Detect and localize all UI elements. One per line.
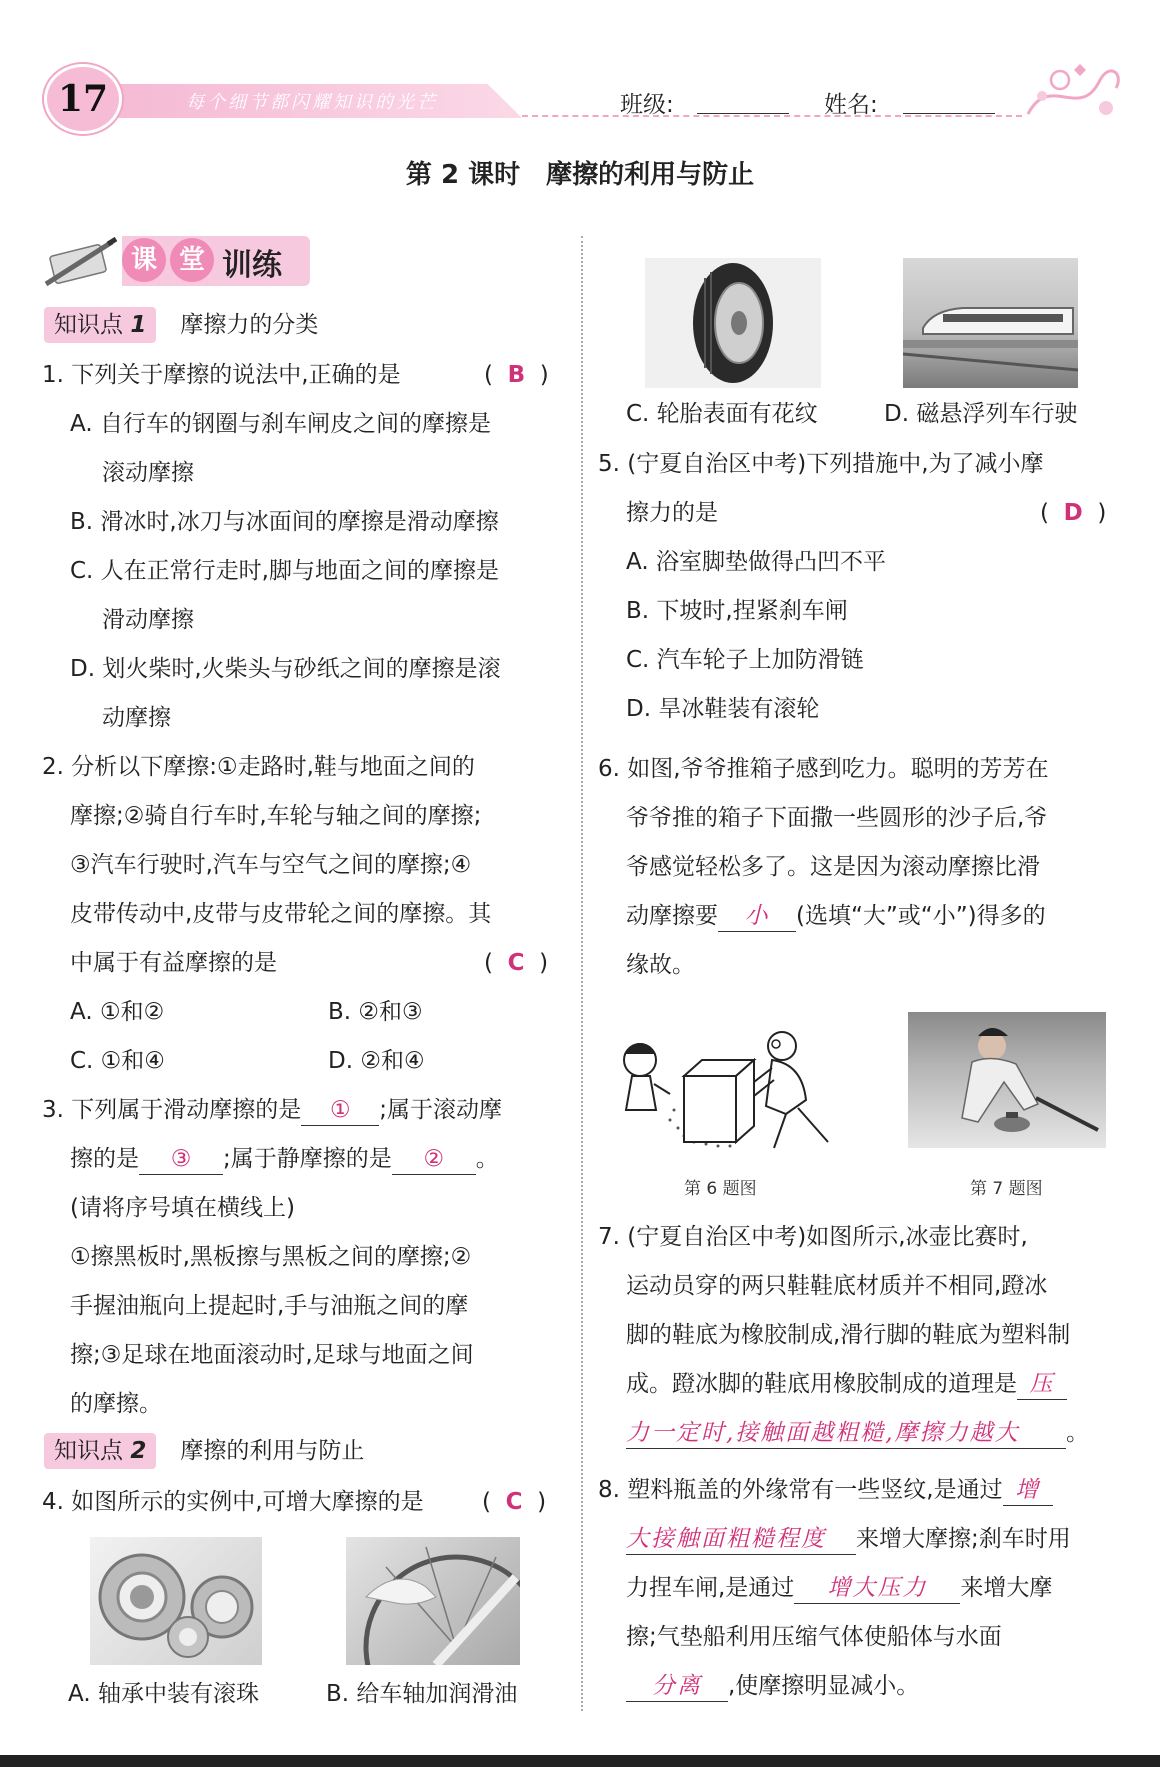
- header-dashed-line: [522, 115, 1022, 117]
- q6-line-2: 爷爷推的箱子下面撒一些圆形的沙子后,爷: [626, 805, 1048, 831]
- q2-option-a: A. ①和②: [70, 999, 165, 1025]
- page-number-badge: 17: [44, 64, 122, 134]
- kp2-title: 摩擦的利用与防止: [180, 1438, 365, 1464]
- q2-option-d: D. ②和④: [328, 1048, 425, 1074]
- q3-answer-3: ②: [423, 1146, 445, 1172]
- knowledge-point-1: [44, 306, 318, 343]
- q8-answer-1-part-1: 增: [1015, 1477, 1041, 1503]
- q1-option-a-cont: 滚动摩擦: [102, 460, 194, 486]
- q2-option-c: C. ①和④: [70, 1048, 165, 1074]
- q1-option-c-cont: 滑动摩擦: [102, 607, 194, 633]
- q2-line-1: 2. 分析以下摩擦:①走路时,鞋与地面之间的: [42, 754, 475, 780]
- question-7: [598, 1213, 1118, 1458]
- q2-option-b: B. ②和③: [328, 999, 423, 1025]
- q7-answer-part-2: 力一定时,接触面越粗糙,摩擦力越大: [626, 1420, 1020, 1446]
- q5-line-1: 5. (宁夏自治区中考)下列措施中,为了减小摩: [598, 451, 1044, 477]
- maglev-train-photo: [903, 258, 1078, 388]
- knowledge-point-2: [44, 1432, 364, 1469]
- q6-line-3: 爷感觉轻松多了。这是因为滚动摩擦比滑: [626, 854, 1040, 880]
- bicycle-wheel-icon: [346, 1537, 520, 1665]
- banner-tang: 堂: [170, 238, 214, 282]
- kp2-number: 2: [130, 1438, 147, 1464]
- q4-option-d: D. 磁悬浮列车行驶: [884, 401, 1078, 427]
- q1-stem: 1. 下列关于摩擦的说法中,正确的是: [42, 362, 401, 388]
- q3-part-4: ;属于静摩擦的是: [223, 1146, 392, 1172]
- q8-line-1: 8. 塑料瓶盖的外缘常有一些竖纹,是通过: [598, 1477, 1003, 1503]
- name-field[interactable]: [903, 113, 995, 114]
- lubricate-axle-photo: [346, 1537, 520, 1665]
- class-label: 班级:: [620, 92, 674, 118]
- q1-answer: B: [507, 362, 526, 388]
- q3-part-3: 擦的是: [70, 1146, 139, 1172]
- notebook-pencil-icon: [42, 232, 122, 288]
- q7-line-1: 7. (宁夏自治区中考)如图所示,冰壶比赛时,: [598, 1224, 1028, 1250]
- q2-answer-box: ( C ): [484, 950, 549, 976]
- question-5: [598, 440, 1118, 734]
- q7-line-2: 运动员穿的两只鞋鞋底材质并不相同,蹬冰: [626, 1273, 1048, 1299]
- q8-line-4: 擦;气垫船利用压缩气体使船体与水面: [626, 1624, 1002, 1650]
- banner-rest: 训练: [222, 248, 282, 283]
- q7-end: 。: [1066, 1420, 1089, 1446]
- q1-option-d-cont: 动摩擦: [102, 705, 171, 731]
- q5-answer-box: ( D ): [1040, 500, 1107, 526]
- q3-line-7: 的摩擦。: [70, 1391, 162, 1417]
- q2-line-5: 中属于有益摩擦的是: [70, 950, 277, 976]
- q5-answer: D: [1063, 500, 1083, 526]
- q5-option-d: D. 旱冰鞋装有滚轮: [626, 696, 820, 722]
- maglev-train-icon: [903, 258, 1078, 388]
- q5-option-b: B. 下坡时,捏紧刹车闸: [626, 598, 848, 624]
- q4-answer: C: [505, 1489, 523, 1515]
- q5-option-a: A. 浴室脚垫做得凸凹不平: [626, 549, 886, 575]
- q2-line-3: ③汽车行驶时,汽车与空气之间的摩擦;④: [70, 852, 472, 878]
- q3-line-6: 擦;③足球在地面滚动时,足球与地面之间: [70, 1342, 474, 1368]
- grandpa-pushing-box-icon: [614, 1024, 840, 1154]
- q8-answer-3: 分离: [652, 1673, 702, 1699]
- q4-option-a: A. 轴承中装有滚珠: [68, 1681, 259, 1707]
- q3-part-5: 。: [475, 1146, 499, 1172]
- q6-line-4a: 动摩擦要: [626, 903, 718, 929]
- q6-answer: 小: [744, 903, 770, 929]
- q8-answer-1-part-2: 大接触面粗糙程度: [626, 1526, 826, 1552]
- q4-option-c: C. 轮胎表面有花纹: [626, 401, 818, 427]
- q5-option-c: C. 汽车轮子上加防滑链: [626, 647, 864, 673]
- q6-line-5: 缘故。: [626, 952, 695, 978]
- floral-ornament-icon: [1020, 52, 1128, 124]
- q3-part-1: 3. 下列属于滑动摩擦的是: [42, 1097, 302, 1123]
- q8-line-3b: 来增大摩: [960, 1575, 1053, 1601]
- q8-line-2b: 来增大摩擦;刹车时用: [856, 1526, 1071, 1552]
- tire-photo: [645, 258, 821, 388]
- curling-photo: [908, 1012, 1106, 1148]
- q8-line-3a: 力捏车闸,是通过: [626, 1575, 795, 1601]
- question-8: [598, 1466, 1118, 1711]
- q7-line-4: 成。蹬冰脚的鞋底用橡胶制成的道理是: [626, 1371, 1017, 1397]
- q4-answer-box: ( C ): [482, 1489, 547, 1515]
- q1-option-d: D. 划火柴时,火柴头与砂纸之间的摩擦是滚: [70, 656, 501, 682]
- q1-option-a: A. 自行车的钢圈与刹车闸皮之间的摩擦是: [70, 411, 491, 437]
- section-banner: [122, 236, 310, 286]
- question-3: [42, 1086, 562, 1429]
- q6-line-1: 6. 如图,爷爷推箱子感到吃力。聪明的芳芳在: [598, 756, 1049, 782]
- q1-option-b: B. 滑冰时,冰刀与冰面间的摩擦是滑动摩擦: [70, 509, 499, 535]
- kp1-title: 摩擦力的分类: [180, 312, 319, 338]
- q8-line-5b: ,使摩擦明显减小。: [728, 1673, 920, 1699]
- column-divider: [581, 236, 583, 1711]
- q3-part-2: ;属于滚动摩: [379, 1097, 503, 1123]
- q2-answer: C: [507, 950, 525, 976]
- q1-answer-box: ( B ): [484, 362, 549, 388]
- question-4: [42, 1478, 562, 1527]
- q3-answer-2: ③: [170, 1146, 192, 1172]
- tire-icon: [645, 258, 821, 388]
- name-label: 姓名:: [824, 92, 878, 118]
- q4-option-b: B. 给车轴加润滑油: [326, 1681, 518, 1707]
- q6-line-4b: (选填“大”或“小”)得多的: [796, 903, 1046, 929]
- bottom-bar: [0, 1755, 1160, 1767]
- q7-line-3: 脚的鞋底为橡胶制成,滑行脚的鞋底为塑料制: [626, 1322, 1071, 1348]
- q3-line-4: ①擦黑板时,黑板擦与黑板之间的摩擦;②: [70, 1244, 472, 1270]
- curling-athlete-icon: [908, 1012, 1106, 1148]
- q8-answer-2: 增大压力: [827, 1575, 928, 1601]
- question-6: [598, 745, 1118, 990]
- q2-line-4: 皮带传动中,皮带与皮带轮之间的摩擦。其: [70, 901, 492, 927]
- banner-ke: 课: [122, 238, 166, 282]
- kp1-number: 1: [130, 312, 147, 338]
- lesson-title: 第 2 课时 摩擦的利用与防止: [405, 160, 755, 190]
- q4-stem: 4. 如图所示的实例中,可增大摩擦的是: [42, 1489, 424, 1515]
- question-1: [42, 351, 562, 743]
- header-slogan: 每个细节都闪耀知识的光芒: [186, 92, 438, 113]
- question-2: [42, 743, 562, 1086]
- q5-line-2: 擦力的是: [626, 500, 718, 526]
- kp1-label: 知识点: [54, 312, 123, 338]
- q7-answer-part-1: 压: [1029, 1371, 1055, 1397]
- q3-instruction: (请将序号填在横线上): [70, 1195, 295, 1221]
- fig7-caption: 第 7 题图: [970, 1179, 1043, 1199]
- q2-line-2: 摩擦;②骑自行车时,车轮与轴之间的摩擦;: [70, 803, 482, 829]
- fig6-caption: 第 6 题图: [684, 1179, 757, 1199]
- kp2-label: 知识点: [54, 1438, 123, 1464]
- q3-line-5: 手握油瓶向上提起时,手与油瓶之间的摩: [70, 1293, 469, 1319]
- class-field[interactable]: [697, 113, 789, 114]
- bearing-photo: [90, 1537, 262, 1665]
- q1-option-c: C. 人在正常行走时,脚与地面之间的摩擦是: [70, 558, 499, 584]
- ball-bearing-icon: [90, 1537, 262, 1665]
- q3-answer-1: ①: [329, 1097, 351, 1123]
